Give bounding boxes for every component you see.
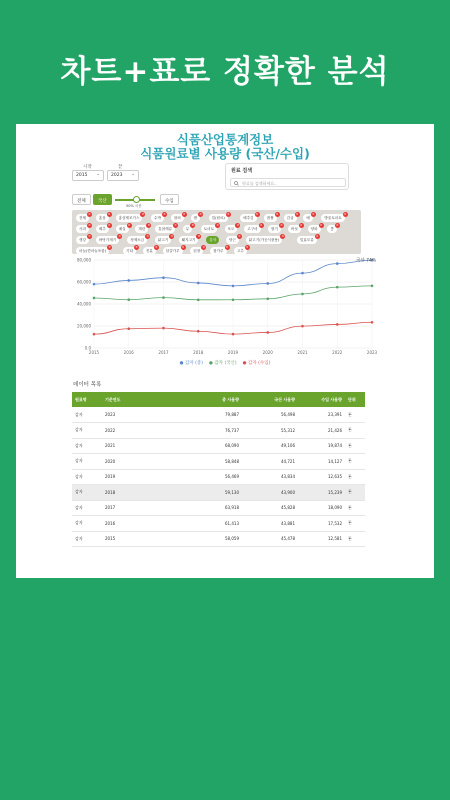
y-tick-label: 40,000: [77, 301, 91, 307]
data-point: [162, 276, 165, 279]
ingredient-tag[interactable]: [288, 222, 303, 233]
data-point: [336, 262, 339, 265]
ingredient-tag-label: 바닷가재기: [98, 237, 117, 242]
table-row[interactable]: [72, 531, 365, 547]
table-cell: 톤: [345, 531, 365, 547]
table-cell: 56,498: [242, 407, 298, 423]
ingredient-tag-label: 방울토마토: [324, 215, 342, 220]
ingredient-tag[interactable]: [321, 211, 347, 222]
table-cell: 21,426: [298, 423, 345, 439]
ingredient-tag-label: 고구마: [247, 226, 258, 231]
table-cell: 14,127: [298, 454, 345, 470]
column-header[interactable]: 원료명: [72, 392, 102, 407]
ingredient-tag-label: 감자: [209, 237, 217, 242]
remove-tag-icon[interactable]: ×: [202, 244, 206, 249]
ingredient-tag-label: 밀(원료): [211, 215, 225, 220]
ingredient-tag[interactable]: [155, 233, 174, 244]
ingredient-tag-label: 생강: [79, 237, 86, 242]
search-placeholder: 원료를 검색하세요..: [242, 181, 277, 186]
table-cell: 톤: [345, 423, 365, 439]
ingredient-tag-label: 정제소금: [130, 237, 145, 242]
remove-tag-icon[interactable]: ×: [197, 233, 201, 238]
ingredient-tag-label: 사과: [79, 226, 86, 231]
table-cell: 감자: [72, 469, 102, 485]
ingredient-tag[interactable]: [76, 244, 111, 255]
ingredient-tag[interactable]: [96, 211, 111, 222]
start-year-label: 시작: [83, 165, 92, 170]
remove-tag-icon[interactable]: ×: [118, 233, 121, 238]
ingredient-tag-label: 콩: [330, 226, 334, 231]
data-point: [162, 296, 165, 299]
table-cell: 톤: [345, 516, 365, 532]
x-tick-label: 2021: [297, 350, 308, 355]
remove-tag-icon[interactable]: ×: [107, 222, 111, 227]
end-year-value: 2023: [111, 173, 123, 178]
ingredient-tag[interactable]: [127, 233, 150, 244]
data-point: [93, 283, 96, 286]
ingredient-tag[interactable]: [155, 222, 177, 233]
data-point: [232, 333, 235, 336]
table-cell: 79,887: [154, 407, 242, 423]
end-year-label: 끝: [118, 165, 123, 170]
ingredient-tag-label: 쌀: [193, 215, 198, 220]
table-cell: 감자: [72, 438, 102, 454]
data-point: [301, 272, 304, 275]
ingredient-tag-label: 돼지고기: [181, 237, 196, 242]
ratio-slider[interactable]: [115, 199, 155, 201]
slider-handle[interactable]: [133, 196, 140, 203]
x-tick-label: 2020: [262, 350, 273, 355]
table-row[interactable]: [72, 485, 365, 501]
ingredient-tag[interactable]: [264, 211, 279, 222]
ingredient-tag[interactable]: [116, 211, 145, 222]
data-point: [266, 298, 269, 301]
remove-tag-icon[interactable]: ×: [315, 233, 319, 238]
ingredient-tag[interactable]: [116, 222, 131, 233]
remove-tag-icon[interactable]: ×: [181, 244, 185, 249]
ingredient-tag[interactable]: [190, 244, 206, 255]
data-point: [127, 298, 130, 301]
ingredient-tag-panel: [72, 210, 361, 254]
ingredient-tag[interactable]: [308, 222, 323, 233]
data-point: [232, 298, 235, 301]
data-table: [72, 392, 365, 547]
ingredient-tag[interactable]: [210, 244, 229, 255]
ingredient-tag-label: 당근: [229, 237, 236, 242]
ingredient-tag[interactable]: [226, 233, 241, 244]
search-icon: [234, 181, 239, 186]
ingredient-tag[interactable]: [284, 211, 299, 222]
ingredient-tag[interactable]: [297, 233, 319, 244]
ingredient-tag[interactable]: [234, 244, 249, 255]
table-cell: 감자: [72, 407, 102, 423]
table-cell: 2015: [102, 531, 154, 547]
legend-label: 감자 (총): [184, 361, 203, 366]
chevron-down-icon: ⌄: [131, 172, 135, 177]
page-title: 식품산업통계정보: [176, 132, 274, 147]
remove-tag-icon[interactable]: ×: [147, 222, 151, 227]
ingredient-tag-label: 전체: [79, 215, 86, 220]
legend-label: 감자 (국산): [214, 361, 237, 366]
remove-tag-icon[interactable]: ×: [236, 222, 240, 227]
ingredient-tag-label: 배추김: [243, 215, 254, 220]
remove-tag-icon[interactable]: ×: [163, 211, 166, 216]
data-point: [162, 327, 165, 330]
ingredient-tag[interactable]: [183, 222, 195, 233]
start-year-value: 2015: [76, 173, 88, 178]
app-screen: [16, 124, 434, 578]
table-cell: 58,059: [154, 531, 242, 547]
remove-tag-icon[interactable]: ×: [155, 244, 158, 249]
remove-tag-icon[interactable]: ×: [225, 244, 229, 249]
type-button-import[interactable]: 수입: [160, 194, 179, 205]
remove-tag-icon[interactable]: ×: [182, 211, 186, 216]
type-button-domestic[interactable]: 국산: [93, 194, 112, 205]
ingredient-tag-label: 포도: [227, 226, 235, 231]
table-cell: 49,106: [242, 438, 298, 454]
table-row[interactable]: [72, 407, 365, 423]
legend-item: [209, 361, 237, 366]
ingredient-tag-label: 닭고기: [157, 237, 169, 242]
table-cell: 감자: [72, 423, 102, 439]
ingredient-tag[interactable]: [209, 211, 230, 222]
promo-headline: 차트+표로 정확한 분석: [60, 54, 390, 90]
column-header[interactable]: 수입 사용량: [298, 392, 345, 407]
table-cell: 45,478: [242, 531, 298, 547]
search-input[interactable]: [230, 178, 346, 187]
ingredient-tag-label: 참외: [173, 215, 181, 220]
table-cell: 59,130: [154, 485, 242, 501]
table-row[interactable]: [72, 500, 365, 516]
table-cell: 톤: [345, 485, 365, 501]
remove-tag-icon[interactable]: ×: [216, 222, 220, 227]
remove-tag-icon[interactable]: ×: [135, 244, 138, 249]
ingredient-tag-label: 매실: [118, 226, 126, 231]
table-cell: 63,918: [154, 500, 242, 516]
column-header[interactable]: 국산 사용량: [242, 392, 298, 407]
x-tick-label: 2019: [227, 350, 239, 355]
y-tick-label: 60,000: [77, 279, 91, 285]
remove-tag-icon[interactable]: ×: [174, 222, 177, 227]
table-cell: 43,834: [242, 469, 298, 485]
remove-tag-icon[interactable]: ×: [170, 233, 174, 238]
table-cell: 15,239: [298, 485, 345, 501]
ingredient-tag[interactable]: [151, 211, 166, 222]
table-cell: 2023: [102, 407, 154, 423]
table-cell: 감자: [72, 500, 102, 516]
ingredient-tag[interactable]: [96, 233, 121, 244]
remove-tag-icon[interactable]: ×: [88, 222, 91, 227]
remove-tag-icon[interactable]: ×: [245, 244, 249, 249]
ingredient-tag[interactable]: [163, 244, 185, 255]
start-year-select[interactable]: [72, 170, 104, 181]
table-cell: 톤: [345, 469, 365, 485]
remove-tag-icon[interactable]: ×: [295, 211, 299, 216]
ingredient-tag[interactable]: [179, 233, 201, 244]
ingredient-tag-label: 홍삼: [98, 215, 106, 220]
ingredient-tag[interactable]: [135, 222, 151, 233]
ingredient-tag[interactable]: [76, 233, 91, 244]
table-cell: 톤: [345, 438, 365, 454]
ingredient-tag[interactable]: [303, 211, 315, 222]
x-tick-label: 2018: [193, 350, 204, 355]
ingredient-tag-label: 홍삼제조가스: [118, 215, 140, 220]
table-cell: 감자: [72, 485, 102, 501]
ingredient-tag[interactable]: [240, 211, 259, 222]
data-point: [266, 282, 269, 285]
x-tick-label: 2022: [332, 350, 343, 355]
column-header[interactable]: 총 사용량: [154, 392, 242, 407]
table-row[interactable]: [72, 469, 365, 485]
remove-tag-icon[interactable]: ×: [191, 222, 195, 227]
table-row[interactable]: [72, 423, 365, 439]
end-year-select[interactable]: [107, 170, 139, 181]
data-point: [301, 293, 304, 296]
ingredient-tag[interactable]: [76, 222, 91, 233]
table-row[interactable]: [72, 454, 365, 470]
ingredient-tag-label: 배: [306, 215, 310, 220]
remove-tag-icon[interactable]: ×: [336, 222, 339, 227]
data-point: [336, 286, 339, 289]
ingredient-tag[interactable]: [268, 222, 283, 233]
y-tick-label: 20,000: [77, 323, 91, 329]
chevron-down-icon: ⌄: [96, 172, 100, 177]
ingredient-tag-label: 감귤: [286, 215, 294, 220]
ingredient-tag[interactable]: [246, 233, 285, 244]
remove-tag-icon[interactable]: ×: [107, 211, 111, 216]
ingredient-tag-label: 버섯: [290, 226, 298, 231]
ingredient-tag-label: 밀효모류: [299, 237, 314, 242]
ingredient-tag-label: 고추: [236, 248, 244, 253]
x-tick-label: 2016: [123, 350, 134, 355]
data-point: [266, 331, 269, 334]
table-cell: 감자: [72, 531, 102, 547]
chart-legend: [16, 360, 434, 366]
ingredient-tag-label: 찹쌀: [266, 215, 274, 220]
remove-tag-icon[interactable]: ×: [226, 211, 230, 216]
data-point: [336, 323, 339, 326]
table-row[interactable]: [72, 516, 365, 532]
remove-tag-icon[interactable]: ×: [199, 211, 202, 216]
x-tick-label: 2023: [366, 350, 378, 355]
legend-label: 감자 (수입): [248, 361, 271, 366]
table-cell: 톤: [345, 500, 365, 516]
remove-tag-icon[interactable]: ×: [259, 222, 263, 227]
table-cell: 55,312: [242, 423, 298, 439]
data-point: [127, 327, 130, 330]
ingredient-tag-label: 토마토: [203, 226, 215, 231]
data-point: [197, 299, 200, 302]
data-point: [93, 333, 96, 336]
remove-tag-icon[interactable]: ×: [280, 222, 283, 227]
usage-line-chart: [68, 256, 380, 368]
remove-tag-icon[interactable]: ×: [299, 222, 303, 227]
ingredient-tag-label: 딸기: [271, 226, 278, 231]
table-cell: 2021: [102, 438, 154, 454]
data-point: [127, 279, 130, 282]
table-cell: 44,721: [242, 454, 298, 470]
column-header[interactable]: 기준연도: [102, 392, 154, 407]
ingredient-tag[interactable]: [225, 222, 240, 233]
table-cell: 12,581: [298, 531, 345, 547]
ingredient-tag[interactable]: [191, 211, 202, 222]
table-cell: 58,848: [154, 454, 242, 470]
table-cell: 23,391: [298, 407, 345, 423]
table-cell: 2016: [102, 516, 154, 532]
remove-tag-icon[interactable]: ×: [238, 233, 241, 238]
remove-tag-icon[interactable]: ×: [88, 211, 91, 216]
x-tick-label: 2017: [158, 350, 169, 355]
y-tick-label: 80,000: [77, 257, 91, 263]
ingredient-tag[interactable]: [201, 222, 220, 233]
remove-tag-icon[interactable]: ×: [88, 233, 91, 238]
ingredient-tag-label: 달걀가루: [165, 248, 180, 253]
table-cell: 2022: [102, 423, 154, 439]
table-cell: 56,469: [154, 469, 242, 485]
table-cell: 2017: [102, 500, 154, 516]
data-point: [93, 297, 96, 300]
table-cell: 68,090: [154, 438, 242, 454]
remove-tag-icon[interactable]: ×: [312, 211, 315, 216]
remove-tag-icon[interactable]: ×: [275, 211, 279, 216]
ingredient-tag-label: 통참깨류: [158, 226, 173, 231]
data-point: [301, 325, 304, 328]
table-cell: 76,737: [154, 423, 242, 439]
ingredient-tag-label: 마늘(깐마늘포함): [79, 248, 107, 253]
ingredient-tag[interactable]: [96, 222, 111, 233]
remove-tag-icon[interactable]: ×: [281, 233, 285, 238]
ingredient-tag[interactable]: [327, 222, 339, 233]
table-cell: 12,635: [298, 469, 345, 485]
data-point: [232, 285, 235, 288]
ingredient-tag-label: 수박: [154, 215, 161, 220]
data-list-title: 데이터 목록: [73, 382, 102, 388]
ingredient-tag-label: 기타: [126, 248, 134, 253]
table-cell: 톤: [345, 454, 365, 470]
table-cell: 61,413: [154, 516, 242, 532]
ratio-label: 50% 국산: [126, 204, 142, 208]
legend-marker-icon: ●: [242, 361, 249, 366]
data-point: [371, 321, 374, 324]
table-cell: 감자: [72, 454, 102, 470]
ingredient-tag-label: 참가루: [213, 248, 224, 253]
table-cell: 18,090: [298, 500, 345, 516]
table-cell: 45,828: [242, 500, 298, 516]
ingredient-tag-label: 닭고기(가공식품용): [248, 237, 280, 242]
data-point: [197, 282, 200, 285]
ingredient-tag-label: 계란: [138, 226, 146, 231]
table-cell: 2018: [102, 485, 154, 501]
legend-item: [243, 361, 271, 366]
ingredient-tag-label: 된장: [193, 248, 201, 253]
ingredient-search-panel: [225, 163, 349, 190]
legend-marker-icon: ●: [179, 361, 185, 366]
ingredient-tag-label: 배추: [98, 226, 106, 231]
legend-item: [180, 361, 203, 366]
table-cell: 19,874: [298, 438, 345, 454]
table-cell: 2019: [102, 469, 154, 485]
legend-marker-icon: ●: [208, 361, 215, 366]
remove-tag-icon[interactable]: ×: [343, 211, 347, 216]
y-tick-label: 0.0: [84, 345, 91, 351]
table-cell: 2020: [102, 454, 154, 470]
ingredient-tag[interactable]: [171, 211, 186, 222]
remove-tag-icon[interactable]: ×: [319, 222, 323, 227]
table-cell: 43,881: [242, 516, 298, 532]
ingredient-tag[interactable]: [143, 244, 158, 255]
data-point: [197, 330, 200, 333]
ingredient-tag-label: 전분: [145, 248, 153, 253]
table-cell: 톤: [345, 407, 365, 423]
page-subtitle: 식품원료별 사용량 (국산/수입): [140, 146, 310, 161]
x-tick-label: 2015: [88, 350, 100, 355]
ingredient-tag-label: 양파: [310, 226, 318, 231]
ingredient-tag-label: 무: [185, 226, 190, 231]
table-cell: 17,532: [298, 516, 345, 532]
data-point: [371, 285, 374, 288]
remove-tag-icon[interactable]: ×: [108, 244, 111, 249]
table-cell: 43,900: [242, 485, 298, 501]
column-header[interactable]: 단위: [345, 392, 365, 407]
table-row[interactable]: [72, 438, 365, 454]
ingredient-tag[interactable]: [244, 222, 263, 233]
remove-tag-icon[interactable]: ×: [127, 222, 131, 227]
remove-tag-icon[interactable]: ×: [146, 233, 150, 238]
remove-tag-icon[interactable]: ×: [255, 211, 259, 216]
ingredient-tag[interactable]: [76, 211, 91, 222]
table-cell: 감자: [72, 516, 102, 532]
remove-tag-icon[interactable]: ×: [141, 211, 145, 216]
search-title: 원료 검색: [231, 168, 253, 174]
ingredient-tag[interactable]: [123, 244, 138, 255]
type-button-all[interactable]: 전체: [72, 194, 91, 205]
ingredient-tag[interactable]: [206, 236, 219, 244]
chart-annotation: 국산 74%: [356, 258, 377, 264]
